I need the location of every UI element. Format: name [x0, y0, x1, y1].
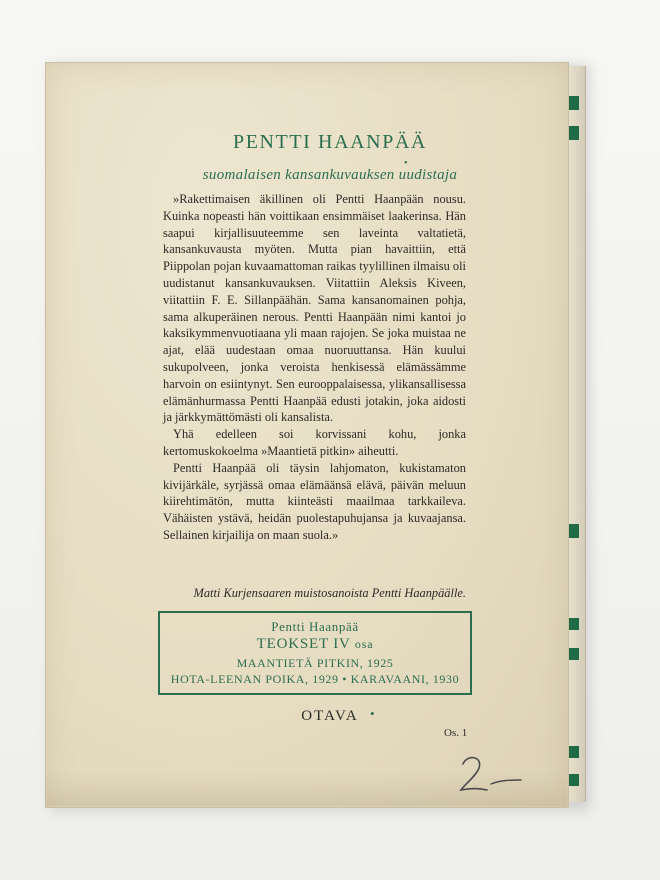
- quote-attribution: Matti Kurjensaaren muistosanoista Pentti Haanpäälle.: [193, 586, 466, 600]
- handwritten-mark: [455, 750, 525, 798]
- box-series: [160, 636, 470, 653]
- cover-subtitle: suomalaisen kansankuvauksen uudistaja: [202, 167, 458, 183]
- cover-title: PENTTI HAANPÄÄ: [232, 131, 428, 153]
- publisher-name: OTAVA: [301, 708, 359, 724]
- ornament-dot: •: [404, 158, 408, 169]
- quote-paragraph: Yhä edelleen soi korvissani kohu, jonka kertomuskokoelma »Maantietä pitkin» aiheutti.: [163, 427, 466, 458]
- box-author: Pentti Haanpää: [271, 619, 359, 634]
- quote-paragraph: Pentti Haanpää oli täysin lahjomaton, kukistamaton kivijärkäle, syrjässä omaa elämäänsä elävä, päivän meluun kiirehtimätön, mutta kiinteästi maailmaa tarkkaileva. Vähäisten ystävä, heidän puolestapuhujansa ja kuvaajansa. Sellainen kirjailija on maan suola.»: [163, 460, 466, 542]
- box-series-suffix: osa: [354, 637, 374, 651]
- box-works-line: HOTA-LEENAN POIKA, 1929 • KARAVAANI, 1930: [170, 672, 460, 686]
- box-works-line: MAANTIETÄ PITKIN, 1925: [236, 656, 394, 670]
- series-info-box: [158, 611, 472, 695]
- quote-block: [163, 191, 466, 544]
- box-series-name: TEOKSET IV: [256, 636, 351, 652]
- ornament-dot: •: [370, 706, 375, 721]
- quote-paragraph: »Rakettimaisen äkillinen oli Pentti Haanpään nousu. Kuinka nopeasti hän voittikaan ensimmäiset laakerinsa. Hän saapui kirjallisuuteemme sen laveinta valtatietä, kansankuvausta myöten. Mutta pian havaittiin, että Piippolan pojan kuvaamattoman raikas tyylillinen ilmaisu oli uudistanut kansankuvauksen. Viitattiin Aleksis Kiveen, viitattiin F. E. Sillanpäähän. Sama kansanomainen pohja, sama alkuperäinen nerous. Pentti Haanpään nimi kantoi jo kaksikymmenvuotiaana yli maan rajojen. Se joka muistaa ne ajat, elää uudestaan omaa nuoruuttansa. Hän kuului sukupolveen, jonka veroista henkisessä elämässämme harvoin on esiintynyt. Sen eurooppalaisessa, ylikansallisessa elämänhurmassa Pentti Haanpää edusti jotakin, joka aidosti ja järkkymättömästi oli kansalista.: [163, 192, 466, 425]
- catalog-code: Os. 1: [444, 727, 468, 739]
